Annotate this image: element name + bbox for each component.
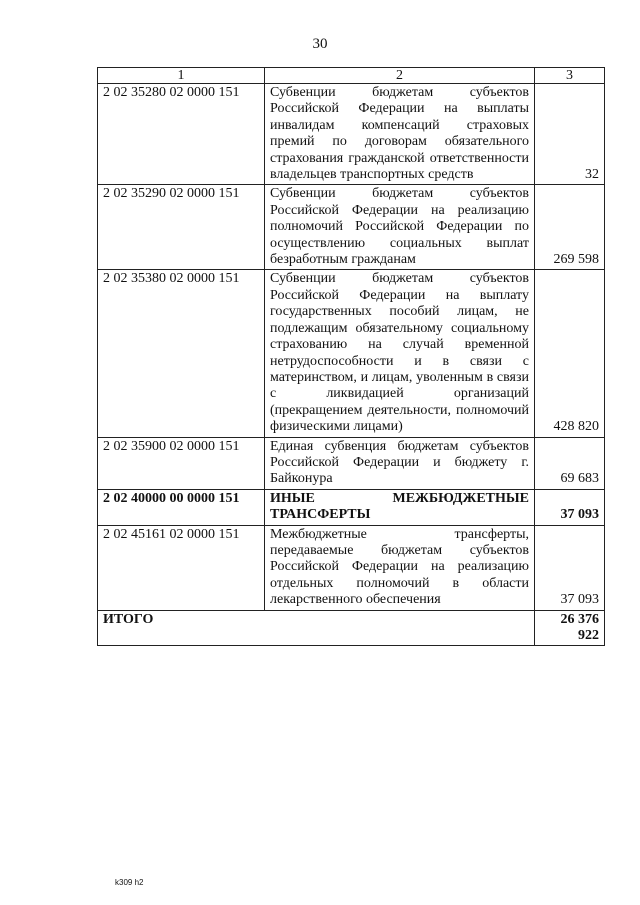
budget-amount: 428 820 [535,270,605,437]
budget-code: 2 02 40000 00 0000 151 [98,489,265,525]
budget-description: Субвенции бюджетам субъектов Российской Федерации на выплату государственных пособий лицам, не подлежащим обязательному социальному страхованию на случай временной нетрудоспособности и в связи с материнством, и лицам, уволенным в связи с ликвидацией организаций (прекращением деятельности, полномочий физическими лицами) [265,270,535,437]
column-header-2: 2 [265,68,535,84]
budget-amount: 37 093 [535,525,605,610]
column-header-1: 1 [98,68,265,84]
table-row [98,437,605,489]
budget-description: Субвенции бюджетам субъектов Российской Федерации на реализацию полномочий Российской Федерации по осуществлению социальных выплат безработным гражданам [265,185,535,270]
budget-amount: 37 093 [535,489,605,525]
table-row [98,525,605,610]
table-row [98,270,605,437]
total-label: ИТОГО [98,610,535,646]
table-row [98,84,605,185]
table-header-row [98,68,605,84]
table-row [98,489,605,525]
budget-description: Единая субвенция бюджетам субъектов Российской Федерации и бюджету г. Байконура [265,437,535,489]
budget-code: 2 02 35380 02 0000 151 [98,270,265,437]
footer-code: k309 h2 [115,878,144,887]
total-row [98,610,605,646]
budget-description: ИНЫЕ МЕЖБЮДЖЕТНЫЕ ТРАНСФЕРТЫ [265,489,535,525]
budget-code: 2 02 45161 02 0000 151 [98,525,265,610]
page-number: 30 [312,36,328,52]
budget-amount: 269 598 [535,185,605,270]
column-header-3: 3 [535,68,605,84]
budget-table [97,67,605,646]
budget-code: 2 02 35290 02 0000 151 [98,185,265,270]
budget-description: Субвенции бюджетам субъектов Российской Федерации на выплаты инвалидам компенсаций страховых премий по договорам обязательного страхования гражданской ответственности владельцев транспортных средств [265,84,535,185]
budget-code: 2 02 35900 02 0000 151 [98,437,265,489]
budget-description: Межбюджетные трансферты, передаваемые бюджетам субъектов Российской Федерации на реализацию отдельных полномочий в области лекарственного обеспечения [265,525,535,610]
table-row [98,185,605,270]
budget-amount: 69 683 [535,437,605,489]
total-amount: 26 376 922 [535,610,605,646]
budget-code: 2 02 35280 02 0000 151 [98,84,265,185]
budget-amount: 32 [535,84,605,185]
